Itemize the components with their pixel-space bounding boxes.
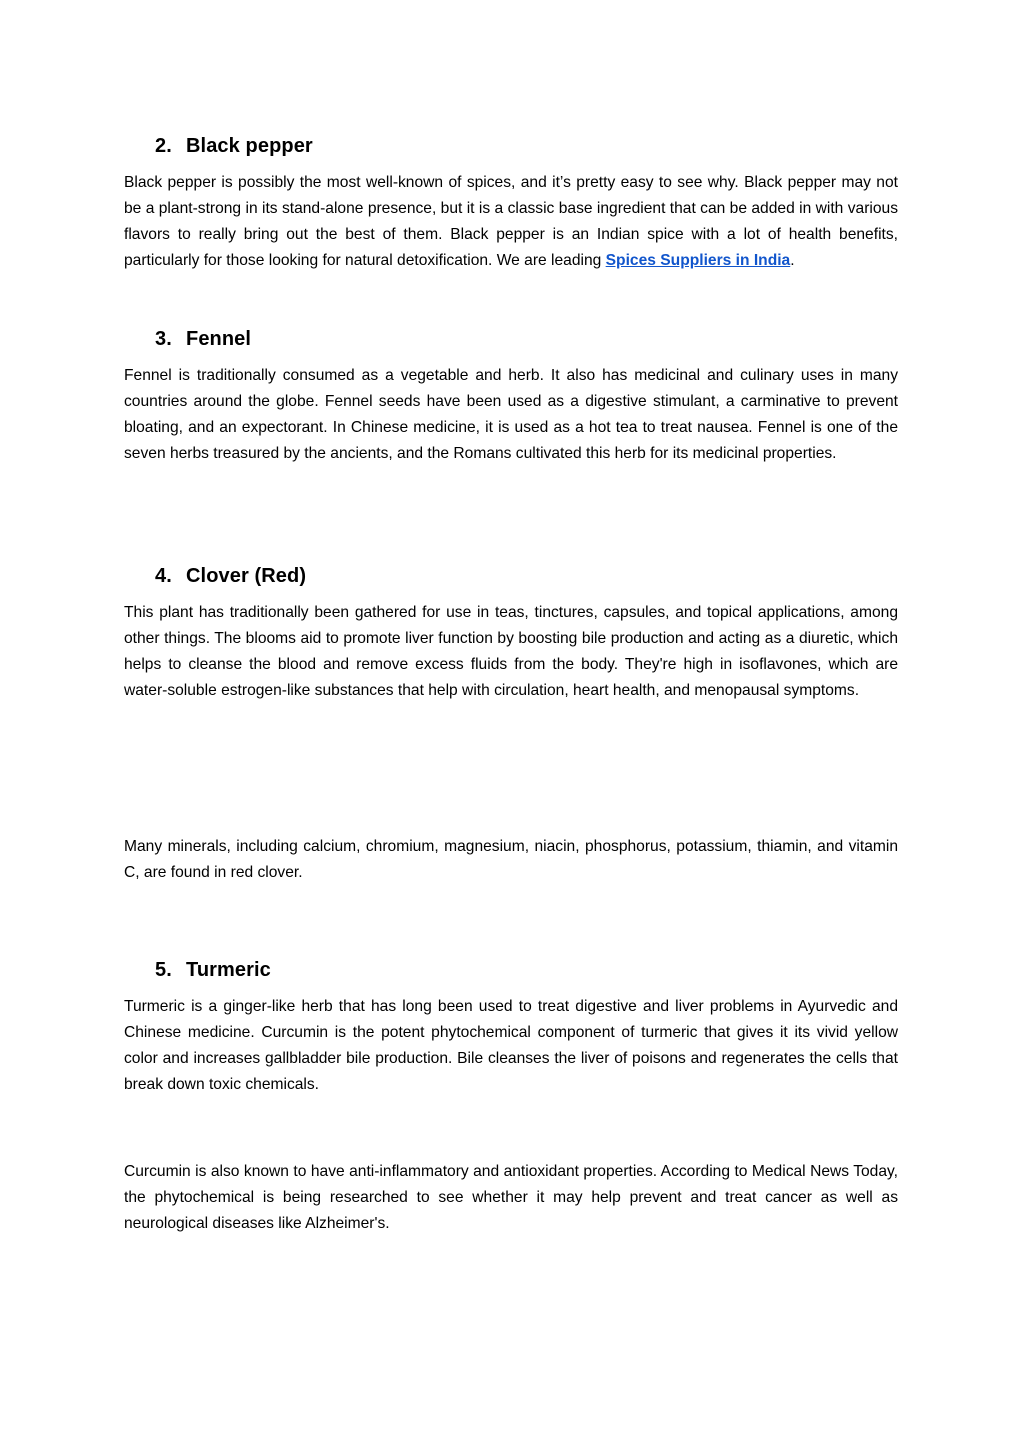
- paragraph-fennel: [124, 363, 898, 467]
- paragraph-text: Black pepper is possibly the most well-known of spices, and it’s pretty easy to see why. Black pepper may not be a plant-strong in its stand-alone presence, but it is a classic base ingredient that can be added in with various flavors to really bring out the best of them. Black pepper is an Indian spice with a lot of health benefits, particularly for those looking for natural detoxification. We are leading: [124, 174, 898, 269]
- heading-turmeric: [155, 957, 271, 983]
- paragraph-turmeric-2: [124, 1159, 898, 1237]
- paragraph-text: Turmeric is a ginger-like herb that has long been used to treat digestive and liver problems in Ayurvedic and Chinese medicine. Curcumin is the potent phytochemical component of turmeric that gives it its vivid yellow color and increases gallbladder bile production. Bile cleanses the liver of poisons and regenerates the cells that break down toxic chemicals.: [124, 998, 898, 1093]
- heading-title: Black pepper: [186, 135, 313, 157]
- heading-title: Turmeric: [186, 959, 271, 981]
- heading-title: Fennel: [186, 328, 252, 350]
- paragraph-tail: .: [790, 251, 795, 269]
- heading-number: 2.: [155, 135, 172, 157]
- paragraph-text: Many minerals, including calcium, chromium, magnesium, niacin, phosphorus, potassium, thiamin, and vitamin C, are found in red clover.: [124, 838, 898, 881]
- paragraph-turmeric-1: [124, 994, 898, 1098]
- heading-title: Clover (Red): [186, 565, 307, 587]
- heading-fennel: [155, 326, 251, 352]
- paragraph-text: Fennel is traditionally consumed as a vegetable and herb. It also has medicinal and culinary uses in many countries around the globe. Fennel seeds have been used as a digestive stimulant, a carminative to prevent bloating, and an expectorant. In Chinese medicine, it is used as a hot tea to treat nausea. Fennel is one of the seven herbs treasured by the ancients, and the Romans cultivated this herb for its medicinal properties.: [124, 367, 898, 462]
- heading-number: 4.: [155, 565, 172, 587]
- paragraph-black-pepper: [124, 170, 898, 274]
- heading-clover-red: [155, 563, 306, 589]
- heading-black-pepper: [155, 133, 313, 159]
- paragraph-clover-2: [124, 834, 898, 886]
- heading-number: 3.: [155, 328, 172, 350]
- paragraph-text: This plant has traditionally been gathered for use in teas, tinctures, capsules, and topical applications, among other things. The blooms aid to promote liver function by boosting bile production and acting as a diuretic, which helps to cleanse the blood and remove excess fluids from the body. They're high in isoflavones, which are water-soluble estrogen-like substances that help with circulation, heart health, and menopausal symptoms.: [124, 604, 898, 699]
- spices-suppliers-link[interactable]: Spices Suppliers in India: [605, 251, 791, 269]
- paragraph-clover-1: [124, 600, 898, 704]
- paragraph-text: Curcumin is also known to have anti-inflammatory and antioxidant properties. According to Medical News Today, the phytochemical is being researched to see whether it may help prevent and treat cancer as well as neurological diseases like Alzheimer's.: [124, 1163, 898, 1232]
- heading-number: 5.: [155, 959, 172, 981]
